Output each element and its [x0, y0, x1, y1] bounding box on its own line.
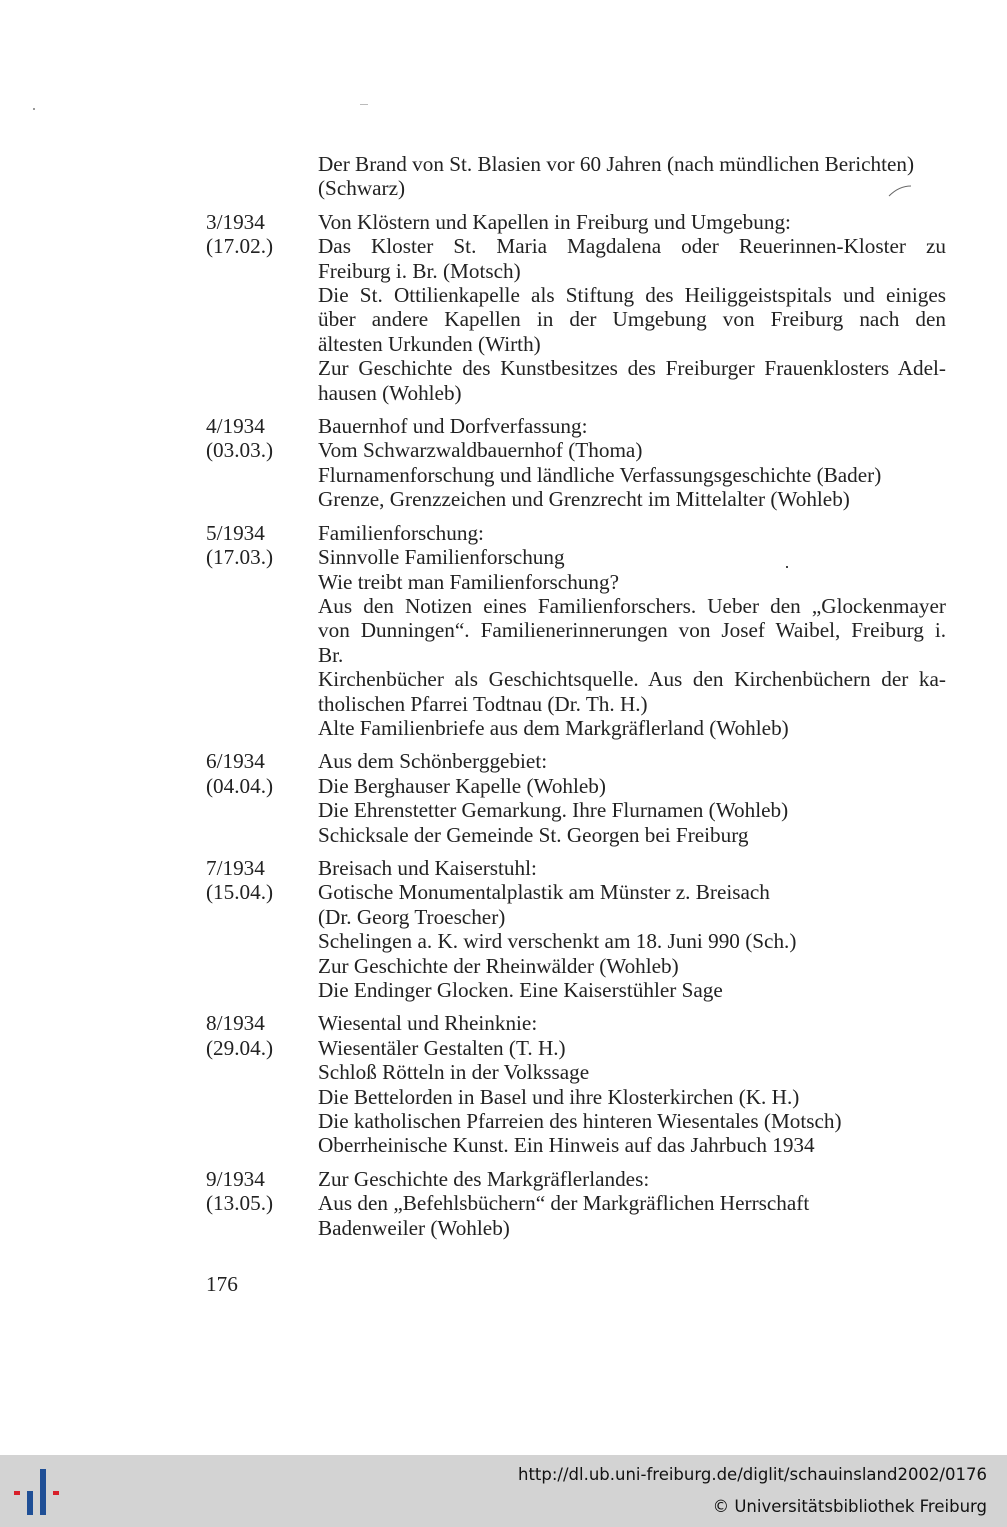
- article-line: Wiesental und Rheinknie:: [318, 1011, 538, 1036]
- article-line: von Dunningen“. Familienerinnerungen von Josef Waibel, Freiburg i.: [318, 618, 946, 643]
- article-line: Vom Schwarzwaldbauernhof (Thoma): [318, 438, 643, 463]
- article-line: hausen (Wohleb): [318, 380, 462, 405]
- issue-number: 7/1934: [206, 855, 265, 880]
- issue-number: 3/1934: [206, 209, 265, 234]
- issue-date: (04.04.): [206, 773, 274, 798]
- source-url-link[interactable]: http://dl.ub.uni-freiburg.de/diglit/schauinsland2002/0176: [517, 1465, 987, 1484]
- issue-date: (15.04.): [206, 880, 274, 905]
- issue-entry: [206, 210, 946, 405]
- ub-freiburg-logo-icon: [12, 1467, 64, 1517]
- intro-line: Der Brand von St. Blasien vor 60 Jahren (nach mündlichen Berichten): [318, 152, 915, 176]
- article-line: Familienforschung:: [318, 520, 484, 545]
- article-line: Wiesentäler Gestalten (T. H.): [318, 1035, 566, 1060]
- library-footer: [0, 1455, 1007, 1527]
- article-line: Die Bettelorden in Basel und ihre Klosterkirchen (K. H.): [318, 1084, 800, 1109]
- article-line: Aus dem Schönberggebiet:: [318, 749, 548, 774]
- article-line: Zur Geschichte des Kunstbesitzes des Freiburger Frauenklosters Adel-: [318, 356, 946, 381]
- article-line: Die Endinger Glocken. Eine Kaiserstühler Sage: [318, 978, 723, 1002]
- article-line: Grenze, Grenzzeichen und Grenzrecht im Mittelalter (Wohleb): [318, 487, 850, 512]
- article-line: Zur Geschichte des Markgräflerlandes:: [318, 1166, 650, 1191]
- issue-date: (29.04.): [206, 1035, 274, 1060]
- article-line: Badenweiler (Wohleb): [318, 1215, 510, 1240]
- issue-date: (03.03.): [206, 438, 274, 463]
- issue-entry: [206, 521, 946, 741]
- article-line: Die Ehrenstetter Gemarkung. Ihre Flurnamen (Wohleb): [318, 798, 789, 823]
- issue-articles: [318, 521, 946, 741]
- article-line: ältesten Urkunden (Wirth): [318, 331, 541, 356]
- article-line: Bauernhof und Dorfverfassung:: [318, 414, 588, 439]
- issue-articles: [318, 749, 946, 847]
- article-line: Aus den Notizen eines Familienforschers. Ueber den „Glockenmayer: [318, 593, 946, 618]
- issue-entry: [206, 1167, 946, 1240]
- article-line: Gotische Monumentalplastik am Münster z. Breisach: [318, 880, 770, 905]
- article-line: über andere Kapellen in der Umgebung von Freiburg nach den: [318, 307, 946, 332]
- intro-line: (Schwarz): [318, 176, 406, 201]
- article-line: Br.: [318, 642, 344, 667]
- scan-speck: [33, 108, 35, 110]
- issue-articles: [318, 414, 946, 512]
- article-line: Die Berghauser Kapelle (Wohleb): [318, 773, 606, 798]
- article-line: Schicksale der Gemeinde St. Georgen bei Freiburg: [318, 822, 749, 847]
- issue-articles: [318, 1167, 946, 1240]
- page-text: [206, 152, 946, 1249]
- article-line: tholischen Pfarrei Todtnau (Dr. Th. H.): [318, 691, 648, 716]
- article-line: Alte Familienbriefe aus dem Markgräflerland (Wohleb): [318, 715, 789, 740]
- article-line: Zur Geschichte der Rheinwälder (Wohleb): [318, 953, 679, 978]
- issue-number: 4/1934: [206, 414, 265, 439]
- issue-date: (17.02.): [206, 234, 274, 259]
- page-number: 176: [206, 1272, 238, 1296]
- article-line: Von Klöstern und Kapellen in Freiburg und Umgebung:: [318, 209, 791, 234]
- article-line: Das Kloster St. Maria Magdalena oder Reuerinnen-Kloster zu: [318, 234, 946, 259]
- issue-articles: [318, 210, 946, 405]
- issue-date: (17.03.): [206, 545, 274, 570]
- issue-number: 5/1934: [206, 520, 265, 545]
- article-line: Flurnamenforschung und ländliche Verfassungsgeschichte (Bader): [318, 462, 882, 487]
- scan-speck: [360, 104, 368, 105]
- article-line: Aus den „Befehlsbüchern“ der Markgräflichen Herrschaft: [318, 1191, 810, 1216]
- article-line: Freiburg i. Br. (Motsch): [318, 258, 521, 283]
- article-line: (Dr. Georg Troescher): [318, 904, 506, 929]
- issue-entry: [206, 1011, 946, 1157]
- article-line: Wie treibt man Familienforschung?: [318, 569, 619, 594]
- issue-articles: [318, 1011, 946, 1157]
- article-line: Die St. Ottilienkapelle als Stiftung des Heiliggeistspitals und einiges: [318, 283, 946, 308]
- issue-number: 6/1934: [206, 749, 265, 774]
- intro-entry: [318, 152, 946, 201]
- article-line: Breisach und Kaiserstuhl:: [318, 855, 537, 880]
- issue-number: 9/1934: [206, 1166, 265, 1191]
- article-line: Sinnvolle Familienforschung: [318, 545, 565, 570]
- issue-entry: [206, 749, 946, 847]
- issue-entry: [206, 856, 946, 1002]
- issue-articles: [318, 856, 946, 1002]
- article-line: Oberrheinische Kunst. Ein Hinweis auf das Jahrbuch 1934: [318, 1133, 815, 1158]
- article-line: Schloß Rötteln in der Volkssage: [318, 1060, 590, 1085]
- issue-number: 8/1934: [206, 1011, 265, 1036]
- copyright-text: © Universitätsbibliothek Freiburg: [712, 1497, 987, 1516]
- article-line: Kirchenbücher als Geschichtsquelle. Aus den Kirchenbüchern der ka-: [318, 667, 946, 692]
- article-line: Schelingen a. K. wird verschenkt am 18. Juni 990 (Sch.): [318, 929, 797, 954]
- issue-entry: [206, 414, 946, 512]
- issue-date: (13.05.): [206, 1191, 274, 1216]
- article-line: Die katholischen Pfarreien des hinteren Wiesentales (Motsch): [318, 1109, 842, 1134]
